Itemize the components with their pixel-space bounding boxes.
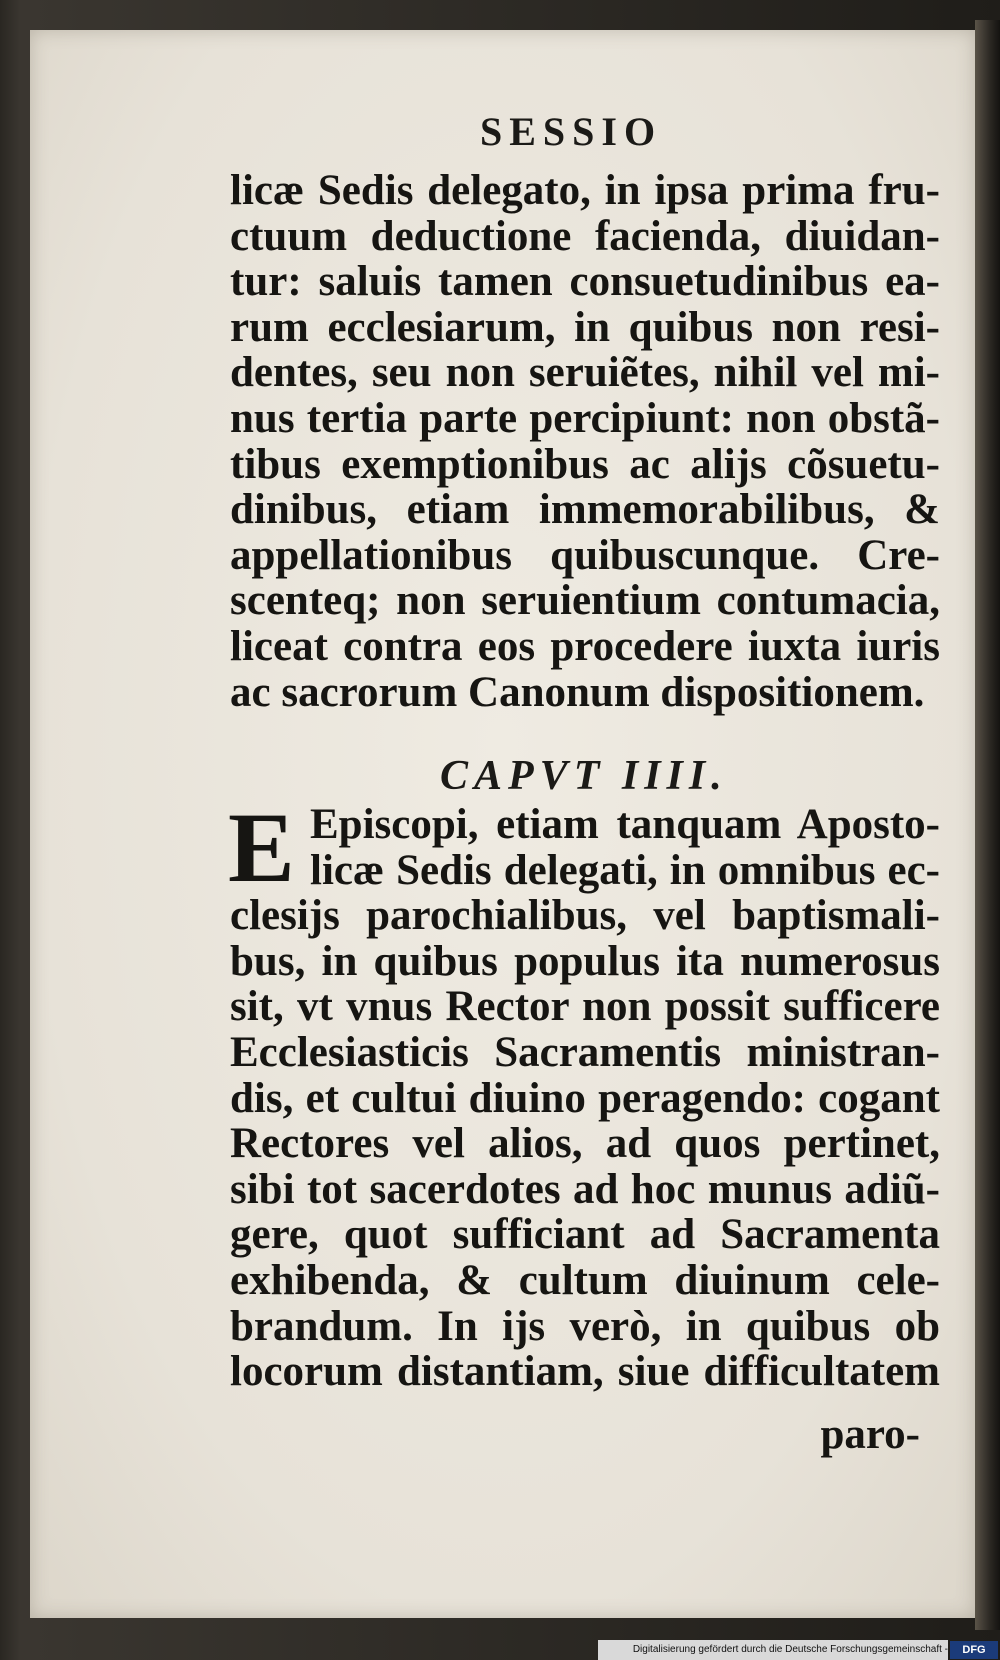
text-line: sit, vt vnus Rector non possit sufficere [230,983,940,1031]
text-line: tur: saluis tamen consuetudinibus ea- [230,258,940,306]
text-line: brandum. In ijs verò, in quibus ob [230,1302,940,1350]
dfg-logo: DFG [950,1641,998,1659]
text-line: exhibenda, & cultum diuinum cele- [230,1256,940,1304]
text-line: rum ecclesiarum, in quibus non resi- [230,303,940,351]
text-line: bus, in quibus populus ita numerosus [230,937,940,985]
text-line: Rectores vel alios, ad quos pertinet, [230,1120,940,1168]
text-line: appellationibus quibuscunque. Cre- [230,531,940,579]
text-line: locorum distantiam, siue difficultatem [230,1348,940,1396]
text-line: Ecclesiasticis Sacramentis ministran- [230,1028,940,1076]
text-line: dis, et cultui diuino peragendo: cogant [230,1074,940,1122]
text-line: dinibus, etiam immemorabilibus, & [230,486,940,534]
text-line: tibus exemptionibus ac alijs cõsuetu- [230,440,940,488]
text-line: dentes, seu non seruiẽtes, nihil vel mi- [230,349,940,397]
running-header: SESSIO [480,109,663,154]
text-line: Episcopi, etiam tanquam Aposto- [310,801,940,848]
text-line: gere, quot sufficiant ad Sacramenta [230,1211,940,1259]
chapter-heading: CAPVT IIII. [440,753,728,799]
text-line: clesijs parochialibus, vel baptismali- [230,892,940,940]
text-line: sibi tot sacerdotes ad hoc munus adiũ- [230,1165,940,1213]
book-edge [975,20,1000,1630]
catchword: paro- [820,1411,920,1458]
text-line: liceat contra eos procedere iuxta iuris [230,622,940,670]
text-line: scenteq; non seruientium contumacia, [230,577,940,625]
paragraph-1 [230,168,940,715]
text-line: ac sacrorum Canonum dispositionem. [230,668,925,716]
drop-capital: E [228,792,295,903]
text-line: licæ Sedis delegati, in omnibus ec- [310,846,940,894]
dfg-footer-text: Digitalisierung gefördert durch die Deutsche Forschungsgemeinschaft - [598,1640,948,1660]
text-line: ctuum deductione facienda, diuidan- [230,212,940,260]
paragraph-2 [228,792,940,1396]
text-line: nus tertia parte percipiunt: non obstã- [230,394,940,442]
text-line: licæ Sedis delegato, in ipsa prima fru- [230,167,940,214]
